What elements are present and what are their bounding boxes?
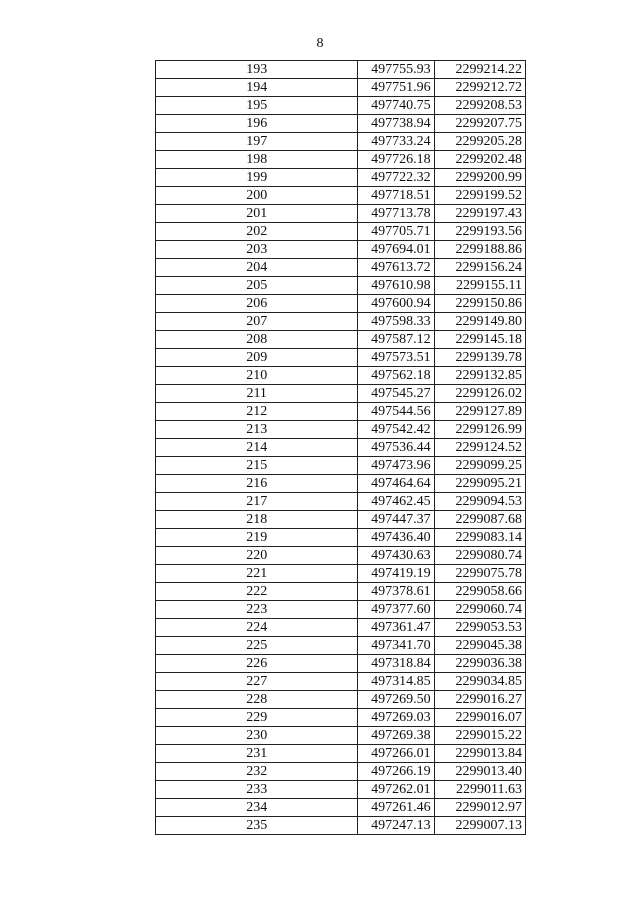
point-number-cell: 216 (156, 475, 358, 493)
table-row (156, 799, 526, 817)
point-number-cell: 231 (156, 745, 358, 763)
x-coordinate-cell: 497718.51 (358, 187, 434, 205)
x-coordinate-cell: 497587.12 (358, 331, 434, 349)
table-row (156, 673, 526, 691)
point-number-cell: 208 (156, 331, 358, 349)
table-row (156, 277, 526, 295)
y-coordinate-cell: 2299094.53 (434, 493, 525, 511)
point-number-cell: 194 (156, 79, 358, 97)
y-coordinate-cell: 2299197.43 (434, 205, 525, 223)
x-coordinate-cell: 497694.01 (358, 241, 434, 259)
table-row (156, 349, 526, 367)
table-row (156, 565, 526, 583)
x-coordinate-cell: 497269.50 (358, 691, 434, 709)
x-coordinate-cell: 497318.84 (358, 655, 434, 673)
point-number-cell: 230 (156, 727, 358, 745)
point-number-cell: 217 (156, 493, 358, 511)
table-row (156, 187, 526, 205)
y-coordinate-cell: 2299139.78 (434, 349, 525, 367)
point-number-cell: 203 (156, 241, 358, 259)
point-number-cell: 234 (156, 799, 358, 817)
point-number-cell: 221 (156, 565, 358, 583)
y-coordinate-cell: 2299127.89 (434, 403, 525, 421)
table-row (156, 763, 526, 781)
point-number-cell: 235 (156, 817, 358, 835)
table-row (156, 79, 526, 97)
coordinates-table (155, 60, 526, 835)
y-coordinate-cell: 2299053.53 (434, 619, 525, 637)
point-number-cell: 196 (156, 115, 358, 133)
x-coordinate-cell: 497740.75 (358, 97, 434, 115)
table-row (156, 691, 526, 709)
y-coordinate-cell: 2299212.72 (434, 79, 525, 97)
x-coordinate-cell: 497598.33 (358, 313, 434, 331)
table-row (156, 403, 526, 421)
y-coordinate-cell: 2299124.52 (434, 439, 525, 457)
x-coordinate-cell: 497361.47 (358, 619, 434, 637)
x-coordinate-cell: 497544.56 (358, 403, 434, 421)
point-number-cell: 213 (156, 421, 358, 439)
x-coordinate-cell: 497473.96 (358, 457, 434, 475)
point-number-cell: 215 (156, 457, 358, 475)
point-number-cell: 211 (156, 385, 358, 403)
x-coordinate-cell: 497705.71 (358, 223, 434, 241)
x-coordinate-cell: 497613.72 (358, 259, 434, 277)
table-row (156, 169, 526, 187)
point-number-cell: 212 (156, 403, 358, 421)
y-coordinate-cell: 2299214.22 (434, 61, 525, 79)
y-coordinate-cell: 2299200.99 (434, 169, 525, 187)
point-number-cell: 195 (156, 97, 358, 115)
x-coordinate-cell: 497261.46 (358, 799, 434, 817)
point-number-cell: 205 (156, 277, 358, 295)
y-coordinate-cell: 2299099.25 (434, 457, 525, 475)
y-coordinate-cell: 2299080.74 (434, 547, 525, 565)
table-row (156, 493, 526, 511)
table-row (156, 655, 526, 673)
y-coordinate-cell: 2299145.18 (434, 331, 525, 349)
table-row (156, 529, 526, 547)
point-number-cell: 229 (156, 709, 358, 727)
table-row (156, 709, 526, 727)
point-number-cell: 223 (156, 601, 358, 619)
table-row (156, 205, 526, 223)
point-number-cell: 226 (156, 655, 358, 673)
y-coordinate-cell: 2299011.63 (434, 781, 525, 799)
point-number-cell: 219 (156, 529, 358, 547)
point-number-cell: 227 (156, 673, 358, 691)
x-coordinate-cell: 497573.51 (358, 349, 434, 367)
y-coordinate-cell: 2299007.13 (434, 817, 525, 835)
table-row (156, 727, 526, 745)
y-coordinate-cell: 2299060.74 (434, 601, 525, 619)
x-coordinate-cell: 497713.78 (358, 205, 434, 223)
x-coordinate-cell: 497447.37 (358, 511, 434, 529)
y-coordinate-cell: 2299208.53 (434, 97, 525, 115)
table-row (156, 61, 526, 79)
point-number-cell: 232 (156, 763, 358, 781)
point-number-cell: 209 (156, 349, 358, 367)
x-coordinate-cell: 497733.24 (358, 133, 434, 151)
y-coordinate-cell: 2299015.22 (434, 727, 525, 745)
x-coordinate-cell: 497536.44 (358, 439, 434, 457)
coordinates-table-body (156, 61, 526, 835)
y-coordinate-cell: 2299087.68 (434, 511, 525, 529)
page-number: 8 (316, 36, 324, 51)
table-row (156, 619, 526, 637)
x-coordinate-cell: 497430.63 (358, 547, 434, 565)
point-number-cell: 200 (156, 187, 358, 205)
table-row (156, 385, 526, 403)
x-coordinate-cell: 497751.96 (358, 79, 434, 97)
point-number-cell: 201 (156, 205, 358, 223)
table-row (156, 295, 526, 313)
x-coordinate-cell: 497738.94 (358, 115, 434, 133)
y-coordinate-cell: 2299083.14 (434, 529, 525, 547)
table-row (156, 151, 526, 169)
point-number-cell: 218 (156, 511, 358, 529)
y-coordinate-cell: 2299075.78 (434, 565, 525, 583)
y-coordinate-cell: 2299058.66 (434, 583, 525, 601)
point-number-cell: 198 (156, 151, 358, 169)
table-row (156, 511, 526, 529)
x-coordinate-cell: 497464.64 (358, 475, 434, 493)
x-coordinate-cell: 497600.94 (358, 295, 434, 313)
table-row (156, 745, 526, 763)
y-coordinate-cell: 2299156.24 (434, 259, 525, 277)
x-coordinate-cell: 497377.60 (358, 601, 434, 619)
table-row (156, 97, 526, 115)
table-row (156, 457, 526, 475)
table-row (156, 259, 526, 277)
x-coordinate-cell: 497722.32 (358, 169, 434, 187)
point-number-cell: 220 (156, 547, 358, 565)
point-number-cell: 228 (156, 691, 358, 709)
point-number-cell: 214 (156, 439, 358, 457)
x-coordinate-cell: 497262.01 (358, 781, 434, 799)
point-number-cell: 233 (156, 781, 358, 799)
table-row (156, 367, 526, 385)
y-coordinate-cell: 2299126.99 (434, 421, 525, 439)
x-coordinate-cell: 497269.38 (358, 727, 434, 745)
table-row (156, 115, 526, 133)
x-coordinate-cell: 497542.42 (358, 421, 434, 439)
table-row (156, 601, 526, 619)
x-coordinate-cell: 497247.13 (358, 817, 434, 835)
x-coordinate-cell: 497378.61 (358, 583, 434, 601)
y-coordinate-cell: 2299016.07 (434, 709, 525, 727)
point-number-cell: 224 (156, 619, 358, 637)
x-coordinate-cell: 497314.85 (358, 673, 434, 691)
point-number-cell: 222 (156, 583, 358, 601)
x-coordinate-cell: 497436.40 (358, 529, 434, 547)
point-number-cell: 193 (156, 61, 358, 79)
y-coordinate-cell: 2299016.27 (434, 691, 525, 709)
table-row (156, 781, 526, 799)
y-coordinate-cell: 2299193.56 (434, 223, 525, 241)
y-coordinate-cell: 2299012.97 (434, 799, 525, 817)
point-number-cell: 210 (156, 367, 358, 385)
table-row (156, 583, 526, 601)
y-coordinate-cell: 2299207.75 (434, 115, 525, 133)
x-coordinate-cell: 497545.27 (358, 385, 434, 403)
point-number-cell: 225 (156, 637, 358, 655)
point-number-cell: 197 (156, 133, 358, 151)
y-coordinate-cell: 2299150.86 (434, 295, 525, 313)
y-coordinate-cell: 2299199.52 (434, 187, 525, 205)
table-row (156, 223, 526, 241)
table-row (156, 241, 526, 259)
y-coordinate-cell: 2299126.02 (434, 385, 525, 403)
x-coordinate-cell: 497341.70 (358, 637, 434, 655)
table-row (156, 421, 526, 439)
x-coordinate-cell: 497266.01 (358, 745, 434, 763)
y-coordinate-cell: 2299188.86 (434, 241, 525, 259)
y-coordinate-cell: 2299013.40 (434, 763, 525, 781)
x-coordinate-cell: 497419.19 (358, 565, 434, 583)
y-coordinate-cell: 2299045.38 (434, 637, 525, 655)
y-coordinate-cell: 2299013.84 (434, 745, 525, 763)
table-row (156, 313, 526, 331)
x-coordinate-cell: 497610.98 (358, 277, 434, 295)
table-row (156, 475, 526, 493)
y-coordinate-cell: 2299132.85 (434, 367, 525, 385)
point-number-cell: 206 (156, 295, 358, 313)
table-row (156, 547, 526, 565)
y-coordinate-cell: 2299034.85 (434, 673, 525, 691)
y-coordinate-cell: 2299036.38 (434, 655, 525, 673)
point-number-cell: 202 (156, 223, 358, 241)
point-number-cell: 204 (156, 259, 358, 277)
table-row (156, 439, 526, 457)
x-coordinate-cell: 497266.19 (358, 763, 434, 781)
table-row (156, 133, 526, 151)
y-coordinate-cell: 2299202.48 (434, 151, 525, 169)
table-row (156, 637, 526, 655)
y-coordinate-cell: 2299095.21 (434, 475, 525, 493)
x-coordinate-cell: 497726.18 (358, 151, 434, 169)
y-coordinate-cell: 2299205.28 (434, 133, 525, 151)
table-row (156, 331, 526, 349)
x-coordinate-cell: 497562.18 (358, 367, 434, 385)
x-coordinate-cell: 497269.03 (358, 709, 434, 727)
y-coordinate-cell: 2299149.80 (434, 313, 525, 331)
table-row (156, 817, 526, 835)
x-coordinate-cell: 497462.45 (358, 493, 434, 511)
x-coordinate-cell: 497755.93 (358, 61, 434, 79)
y-coordinate-cell: 2299155.11 (434, 277, 525, 295)
point-number-cell: 199 (156, 169, 358, 187)
point-number-cell: 207 (156, 313, 358, 331)
